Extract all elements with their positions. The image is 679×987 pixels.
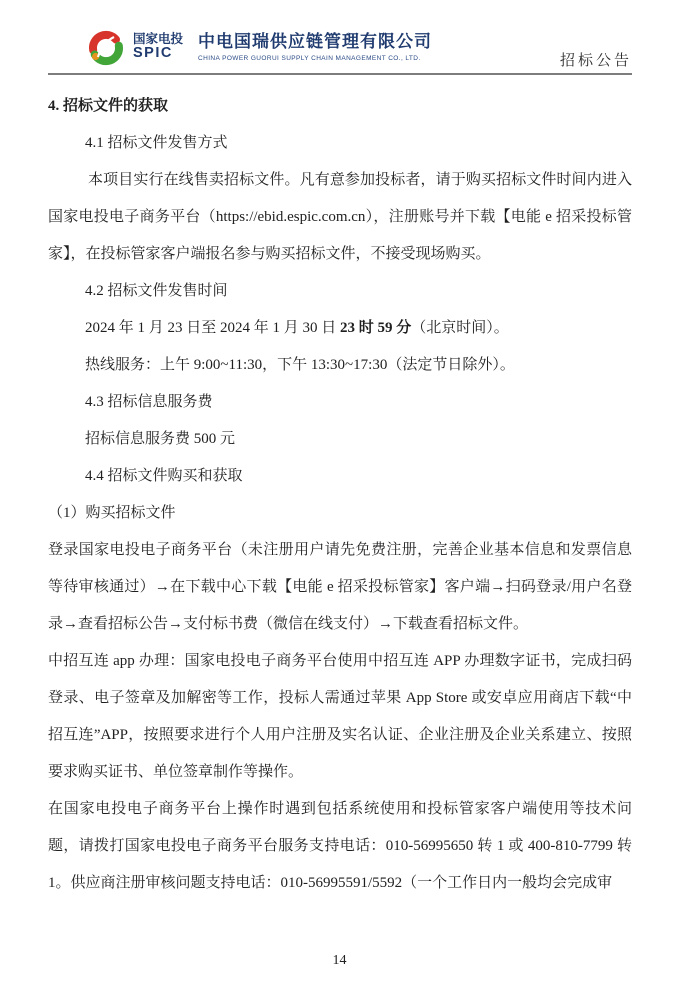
page-header — [48, 0, 632, 75]
item-1-label: （1）购买招标文件 — [48, 505, 176, 521]
subheading-4-1: 4.1 招标文件发售方式 — [85, 135, 228, 151]
subheading-4-3: 4.3 招标信息服务费 — [85, 394, 213, 410]
para-purchase-steps: 登录国家电投电子商务平台（未注册用户请先免费注册，完善企业基本信息和发票信息等待审核通过）→在下载中心下载【电能 e 招采投标管家】客户端→扫码登录/用户名登录→查看招标公告→支付标书费（微信在线支付）→下载查看招标文件。 — [48, 542, 632, 632]
doc-type-label: 招标公告 — [559, 53, 632, 69]
subheading-4-4: 4.4 招标文件购买和获取 — [85, 468, 243, 484]
spic-logo-icon — [86, 27, 126, 67]
subheading-4-2: 4.2 招标文件发售时间 — [85, 283, 228, 299]
section-heading-4: 4. 招标文件的获取 — [48, 98, 169, 114]
hotline-hours-line: 热线服务：上午 9:00~11:30，下午 13:30~17:30（法定节日除外）。 — [85, 357, 515, 373]
para-support-phones: 在国家电投电子商务平台上操作时遇到包括系统使用和投标管家客户端使用等技术问题，请拨打国家电投电子商务平台服务支持电话：010-56995650 转 1 或 400-810-7799 转 1。供应商注册审核问题支持电话：010-56995591/5592（一个工作日内一般均会完成审 — [48, 801, 632, 891]
para-sale-method: 本项目实行在线售卖招标文件。凡有意参加投标者，请于购买招标文件时间内进入国家电投电子商务平台（https://ebid.espic.com.cn），注册账号并下载【电能 e 招采投标管家】，在投标管家客户端报名参与购买招标文件，不接受现场购买。 — [48, 172, 632, 262]
brand-text — [133, 33, 183, 61]
brand-name-cn: 国家电投 — [133, 31, 184, 46]
service-fee-line: 招标信息服务费 500 元 — [85, 431, 236, 447]
sale-time-post: （北京时间）。 — [411, 320, 509, 336]
document-body — [48, 88, 632, 902]
company-name-en: CHINA POWER GUORUI SUPPLY CHAIN MANAGEMENT CO., LTD. — [198, 54, 421, 62]
sale-time-line — [48, 310, 632, 347]
brand-name-en: SPIC — [133, 44, 173, 61]
company-name-cn: 中电国瑞供应链管理有限公司 — [198, 32, 433, 52]
sale-time-pre: 2024 年 1 月 23 日至 2024 年 1 月 30 日 — [85, 320, 341, 336]
company-name-block — [198, 32, 432, 61]
page-number: 14 — [332, 953, 347, 968]
para-zhongzhao-app: 中招互连 app 办理：国家电投电子商务平台使用中招互连 APP 办理数字证书，完成扫码登录、电子签章及加解密等工作，投标人需通过苹果 App Store 或安卓应用商店下载“中招互连”APP，按照要求进行个人用户注册及实名认证、企业注册及企业关系建立、按照要求购买证书、单位签章制作等操作。 — [48, 653, 632, 780]
sale-time-deadline: 23 时 59 分 — [340, 320, 412, 336]
company-logo — [86, 27, 432, 67]
